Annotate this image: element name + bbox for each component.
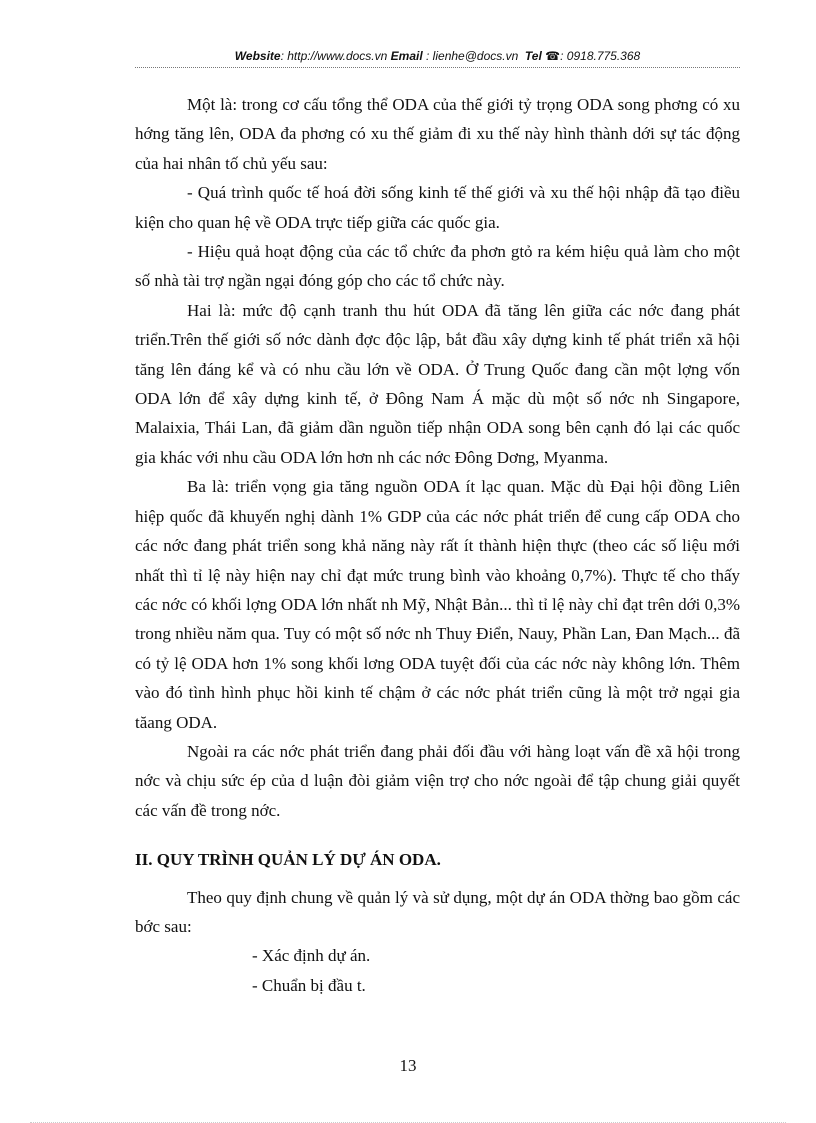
paragraph-additional: Ngoài ra các nớc phát triển đang phải đối đầu với hàng loạt vấn đề xã hội trong nớc và chịu sức ép của d luận đòi giảm viện trợ cho nớc ngoài để tập chung giải quyết các vấn đề trong nớc.	[135, 741, 740, 820]
paragraph-three: Ba là: triển vọng gia tăng nguồn ODA ít lạc quan. Mặc dù Đại hội đồng Liên hiệp quốc đã khuyến nghị dành 1% GDP của các nớc phát triển để cung cấp ODA cho các nớc đang phát triển song khả năng này rất ít thành hiện thực (theo các số liệu mới nhất thì tỉ lệ này hiện nay chỉ đạt mức trung bình vào khoảng 0,7%). Thực tế cho thấy các nớc có khối lợng ODA lớn nhất nh Mỹ, Nhật Bản... thì tỉ lệ này chỉ đạt trên dới 0,3% trong nhiều năm qua. Tuy có một số nớc nh Thuy Điển, Nauy, Phần Lan, Đan Mạch... đã có tỷ lệ ODA hơn 1% song khối lơng ODA tuyệt đối của các nớc này không lớn. Thêm vào đó tình hình phục hồi kinh tế chậm ở các nớc phát triển cũng là một trở ngại gia tăang ODA.	[135, 477, 740, 732]
header-rule	[135, 67, 740, 68]
paragraph-two: Hai là: mức độ cạnh tranh thu hút ODA đã tăng lên giữa các nớc đang phát triển.Trên thế giới số nớc dành đợc độc lập, bắt đầu xây dựng kinh tế phát triển xã hội tăng lên đáng kể và có nhu cầu lớn về ODA. Ở Trung Quốc đang cần một lợng vốn ODA lớn để xây dựng kinh tế, ở Đông Nam Á mặc dù một số nớc nh Singapore, Malaixia, Thái Lan, đã giảm dần nguồn tiếp nhận ODA song bên cạnh đó lại các quốc gia khác với nhu cầu ODA lớn hơn nh các nớc Đông Dơng, Myanma.	[135, 300, 740, 467]
email-label: Email	[390, 49, 423, 63]
step-prepare: - Chuẩn bị đầu t.	[252, 975, 366, 995]
section-intro: Theo quy định chung về quản lý và sử dụng, một dự án ODA thờng bao gồm các bớc sau:	[135, 887, 740, 936]
section-heading: II. QUY TRÌNH QUẢN LÝ DỰ ÁN ODA.	[135, 850, 441, 870]
page-header	[135, 49, 740, 63]
phone-icon: ☎	[545, 49, 561, 63]
paragraph-efficiency: - Hiệu quả hoạt động của các tổ chức đa phơn gtỏ ra kém hiệu quả làm cho một số nhà tài trợ ngần ngại đóng góp cho các tổ chức này.	[135, 242, 740, 291]
website-label: Website	[234, 49, 281, 63]
paragraph-globalization: - Quá trình quốc tế hoá đời sống kinh tế thế giới và xu thế hội nhập đã tạo điều kiện cho quan hệ về ODA trực tiếp giữa các quốc gia.	[135, 183, 740, 232]
tel-value: : 0918.775.368	[560, 49, 641, 63]
step-identify: - Xác định dự án.	[252, 946, 371, 966]
website-value: : http://www.docs.vn	[280, 49, 388, 63]
tel-label: Tel	[524, 49, 542, 63]
paragraph-one: Một là: trong cơ cấu tổng thể ODA của thế giới tỷ trọng ODA song phơng có xu hớng tăng lên, ODA đa phơng có xu thế giảm đi xu thế này hình thành dới sự tác động của hai nhân tố chủ yếu sau:	[135, 95, 740, 173]
page-number: 13	[399, 1056, 417, 1075]
email-value: : lienhe@docs.vn	[426, 49, 519, 63]
document-body	[135, 90, 740, 1000]
